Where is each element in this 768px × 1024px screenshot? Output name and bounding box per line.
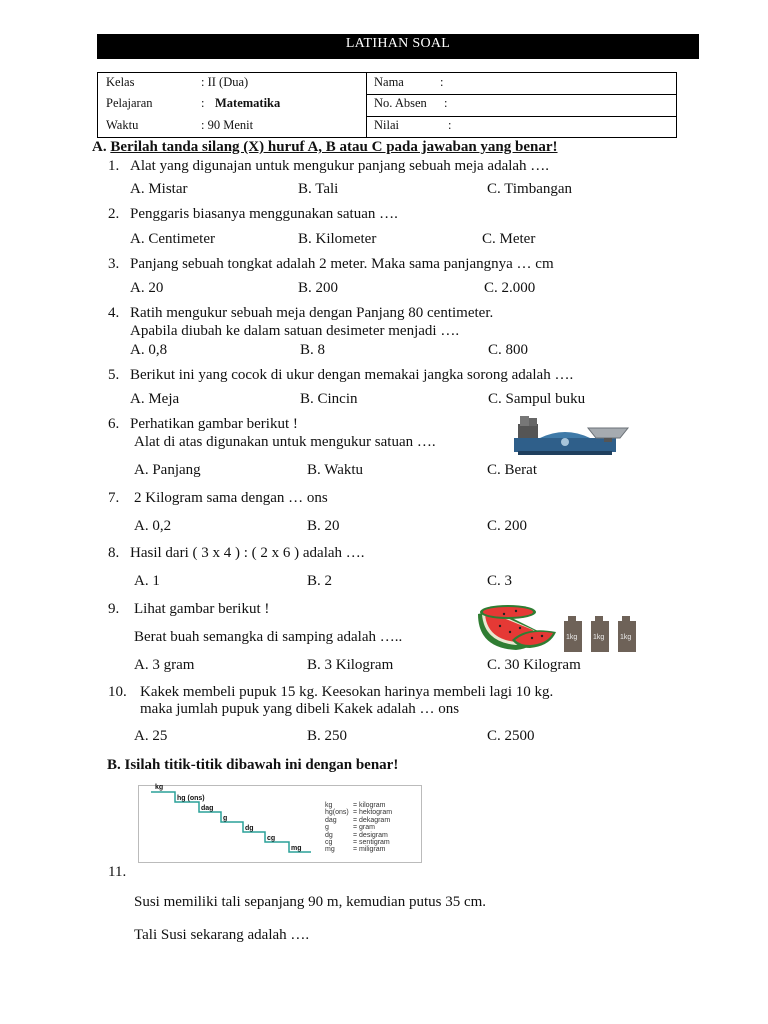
weight-label: 1kg [566,634,578,641]
legend-abbr: dg [325,831,333,839]
question-number: 8. [108,545,120,561]
option-a: A. 1 [134,573,160,589]
option-c: C. Sampul buku [488,391,586,407]
waktu-label: Waktu [106,118,139,132]
option-b: B. 200 [298,280,339,296]
question-number: 7. [108,490,120,506]
option-a: A. Meja [130,391,180,407]
option-b: B. 8 [300,342,326,358]
option-a: A. Centimeter [130,231,215,247]
option-a: A. 0,8 [130,342,168,358]
ladder-step: g [223,815,228,822]
table-row-line [366,94,676,95]
legend-abbr: g [325,824,329,832]
question-text: Kakek membeli pupuk 15 kg. Keesokan harinya membeli lagi 10 kg. [140,684,554,700]
question-number: 3. [108,256,120,272]
ladder-step: dg [245,825,254,832]
section-a-prefix: A. [92,139,107,155]
table-row-line [366,116,676,117]
question-text: Hasil dari ( 3 x 4 ) : ( 2 x 6 ) adalah …. [130,545,365,561]
question-text: Susi memiliki tali sepanjang 90 m, kemudian putus 35 cm. [134,894,487,910]
option-a: A. Panjang [134,462,201,478]
ladder-step: dag [201,805,214,812]
question-text: Lihat gambar berikut ! [134,601,270,617]
watermelon-image [476,602,558,652]
balance-scale-image [510,412,632,458]
question-text: Ratih mengukur sebuah meja dengan Panjang 80 centimeter. [130,305,494,321]
option-a: A. 20 [130,280,164,296]
weights-image [562,616,644,654]
legend-name: = hektogram [353,809,393,817]
waktu-value: : 90 Menit [201,118,254,132]
option-b: B. Tali [298,181,339,197]
question-text: Penggaris biasanya menggunakan satuan …. [130,206,398,222]
pelajaran-value: Matematika [215,96,281,110]
unit-ladder-image [138,785,422,863]
question-text: Alat yang digunajan untuk mengukur panjang sebuah meja adalah …. [130,158,550,174]
question-number: 11. [108,864,127,880]
question-text: Berikut ini yang cocok di ukur dengan memakai jangka sorong adalah …. [130,367,574,383]
section-a-text: Berilah tanda silang (X) huruf A, B atau C pada jawaban yang benar! [110,139,558,155]
question-text: Perhatikan gambar berikut ! [130,416,298,432]
question-number: 5. [108,367,120,383]
question-text-line2: maka jumlah pupuk yang dibeli Kakek adalah … ons [140,701,460,717]
question-text-line2: Apabila diubah ke dalam satuan desimeter menjadi …. [130,323,460,339]
question-text: 2 Kilogram sama dengan … ons [134,490,328,506]
option-c: C. 2500 [487,728,535,744]
option-c: C. 800 [488,342,529,358]
option-a: A. 0,2 [134,518,172,534]
option-c: C. 3 [487,573,513,589]
option-b: B. Kilometer [298,231,377,247]
legend-name: = sentigram [353,839,390,847]
page-title: LATIHAN SOAL [97,34,699,59]
nama-label: Nama [374,75,404,89]
absen-label: No. Absen [374,96,427,110]
student-info-table [97,72,677,138]
option-b: B. Cincin [300,391,358,407]
question-number: 1. [108,158,120,174]
legend-abbr: kg [325,802,333,809]
legend-abbr: hg(ons) [325,809,349,817]
option-c: C. Meter [482,231,536,247]
option-b: B. 20 [307,518,340,534]
table-divider [366,73,367,137]
ladder-step: kg [155,784,164,791]
legend-name: = dekagram [353,816,391,824]
question-text-line2: Berat buah semangka di samping adalah ….. [134,629,403,645]
option-b: B. 2 [307,573,333,589]
absen-colon: : [444,96,448,110]
option-b: B. 3 Kilogram [307,657,394,673]
ladder-step: hg (ons) [177,795,205,802]
option-c: C. Timbangan [487,181,573,197]
option-c: C. 30 Kilogram [487,657,581,673]
question-number: 10. [108,684,127,700]
kelas-value: : II (Dua) [201,75,249,89]
legend-name: = miligram [353,846,386,854]
legend-abbr: dag [325,816,337,824]
question-text-line2: Tali Susi sekarang adalah …. [134,927,310,943]
weight-label: 1kg [593,634,605,641]
legend-name: = desigram [353,831,388,839]
legend-name: = gram [353,824,375,832]
legend-abbr: mg [325,846,335,854]
option-c: C. 200 [487,518,528,534]
section-a-instruction [92,139,558,156]
option-b: B. Waktu [307,462,364,478]
pelajaran-label: Pelajaran [106,96,153,110]
option-b: B. 250 [307,728,348,744]
nilai-label: Nilai [374,118,399,132]
option-a: A. Mistar [130,181,188,197]
question-number: 9. [108,601,120,617]
ladder-step: cg [267,835,276,842]
ladder-step: mg [291,845,302,852]
question-number: 2. [108,206,120,222]
ladder-legend [325,802,392,854]
legend-name: = kilogram [353,802,386,809]
section-b-instruction: B. Isilah titik-titik dibawah ini dengan benar! [107,757,399,773]
question-number: 6. [108,416,120,432]
option-a: A. 25 [134,728,168,744]
pelajaran-colon: : [201,96,205,110]
question-text-line2: Alat di atas digunakan untuk mengukur satuan …. [134,434,436,450]
nama-colon: : [440,75,444,89]
option-a: A. 3 gram [134,657,195,673]
legend-abbr: cg [325,839,333,847]
option-c: C. 2.000 [484,280,536,296]
kelas-label: Kelas [106,75,135,89]
question-text: Panjang sebuah tongkat adalah 2 meter. Maka sama panjangnya … cm [130,256,554,272]
weight-label: 1kg [620,634,632,641]
question-number: 4. [108,305,120,321]
option-c: C. Berat [487,462,537,478]
nilai-colon: : [448,118,452,132]
